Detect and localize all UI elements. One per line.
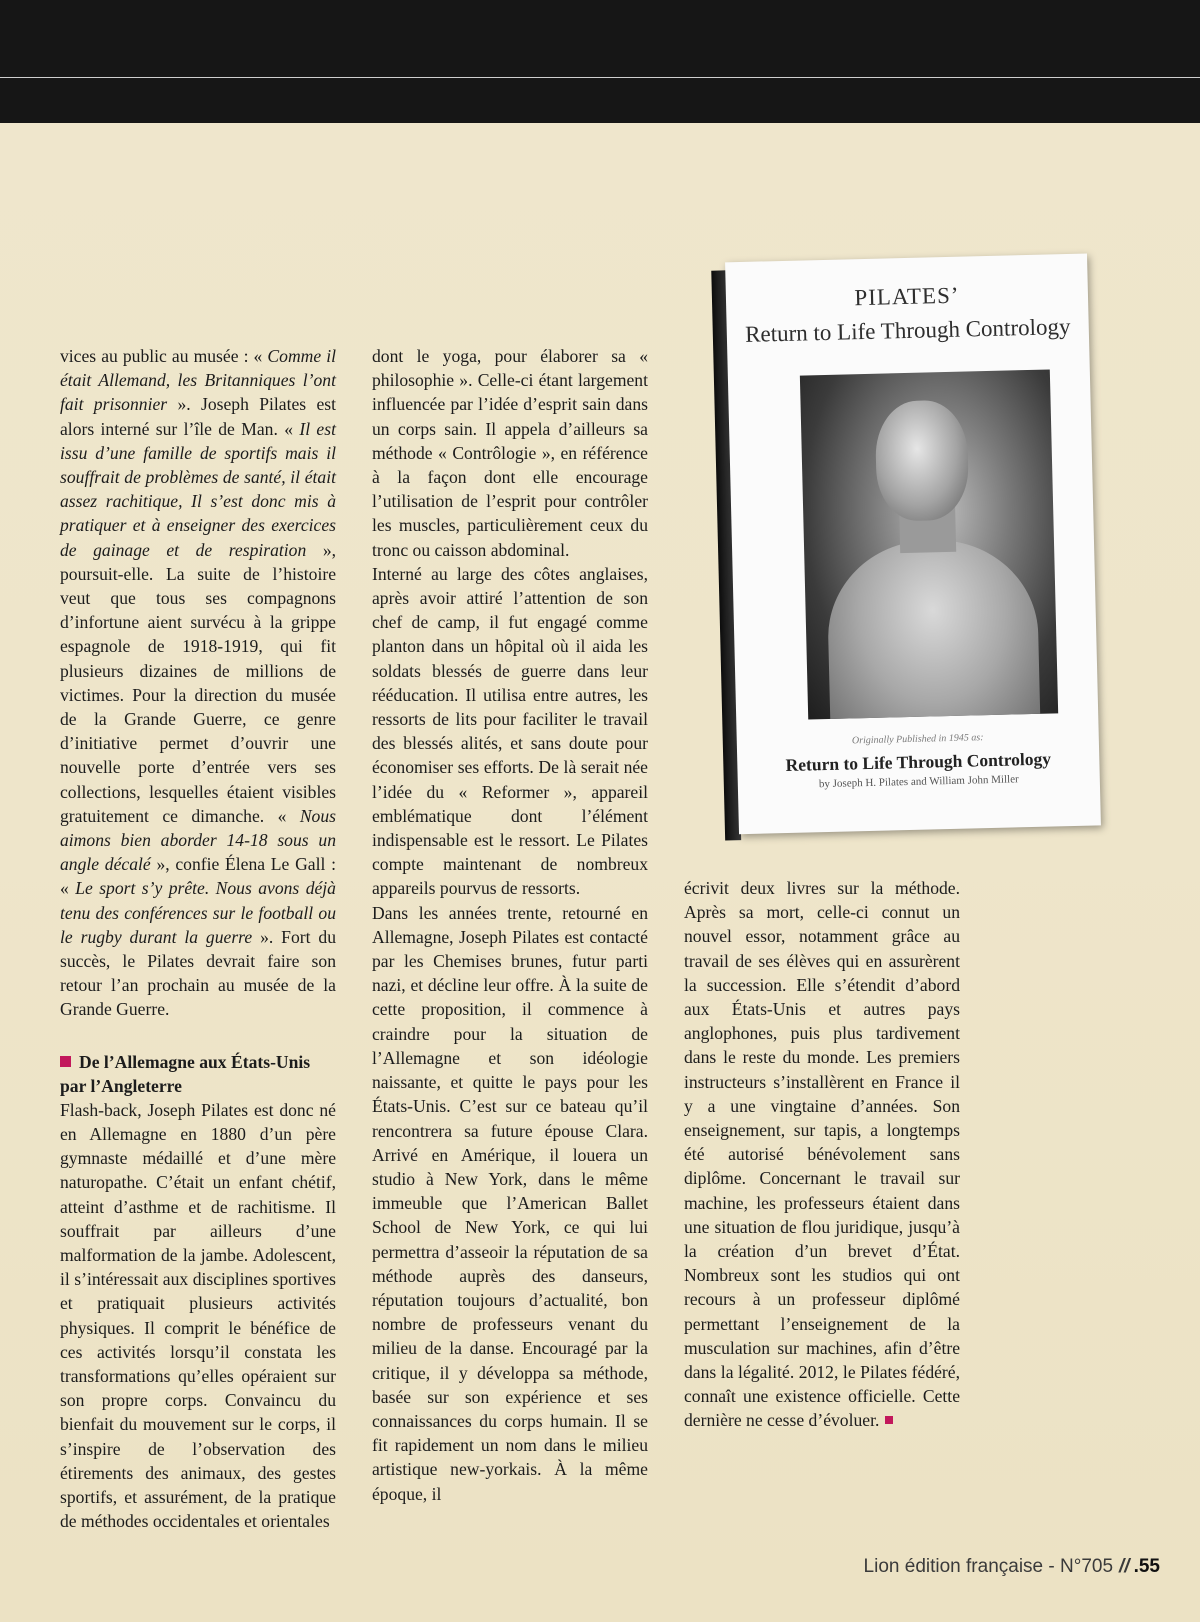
article-column-2	[372, 344, 648, 1506]
header-rule	[0, 77, 1200, 78]
book-title-line-2: Return to Life Through Contrology	[744, 313, 1071, 347]
end-of-article-mark	[885, 1416, 893, 1424]
text-run: », confie Élena Le Gall : «	[60, 854, 336, 899]
book-original-note: Originally Published in 1945 as:	[851, 732, 984, 747]
page-footer	[864, 1556, 1160, 1578]
text-run: vices au public au musée : «	[60, 346, 268, 366]
publication-name: Lion édition française - N°705	[863, 1556, 1114, 1577]
column-3-text: écrivit deux livres sur la méthode. Après sa mort, celle-ci connut un nouvel essor, notamment grâce au travail de ses élèves qui en assurèrent la succession. Elle s’étendit d’abord aux États-Unis et autres pays anglophones, puis plus tardivement dans le reste du monde. Les premiers instructeurs s’installèrent en France il y a une vingtaine d’années. Son enseignement, sur tapis, a longtemps été autorisé bénévolement sans diplôme. Concernant le travail sur machine, les professeurs étaient dans une situation de flou juridique, jusqu’à la création d’un brevet d’État. Nombreux sont les studios qui ont recours à un professeur diplômé permettant l’enseignement de la musculation sur machines, afin d’être dans la légalité. 2012, le Pilates fédéré, connaît une existence officielle. Cette dernière ne cesse d’évoluer.	[684, 878, 960, 1431]
header-bar	[0, 0, 1200, 123]
column-1-paragraph-2: Flash-back, Joseph Pilates est donc né en Allemagne en 1880 d’un père gymnaste médaillé et d’une mère naturopathe. C’était un enfant chétif, atteint d’asthme et de rachitisme. Il souffrait par ailleurs d’une malformation de la jambe. Adolescent, il s’intéressait aux disciplines sportives et pratiquait plusieurs activités physiques. Il comprit le bénéfice de ces activités lorsqu’il constata les transformations qu’elles opéraient sur son propre corps. Convaincu du bienfait du mouvement sur le corps, il s’inspire de l’observation des étirements des animaux, des gestes sportifs, et assurément, de la pratique de méthodes occidentales et orientales	[60, 1099, 336, 1532]
book-front-cover	[725, 254, 1101, 835]
column-2-paragraph-3: Dans les années trente, retourné en Allemagne, Joseph Pilates est contacté par les Chemises brunes, futur parti nazi, et décline leur offre. À la suite de cette proposition, il commence à craindre pour la situation de l’Allemagne et son idéologie naissante, et quitte le pays pour les États-Unis. C’est sur ce bateau qu’il rencontrera sa future épouse Clara. Arrivé en Amérique, il louera un studio à New York, dans le même immeuble que l’American Ballet School de New York, ce qui lui permettra d’asseoir la réputation de sa méthode auprès des danseurs, réputation toujours d’actualité, bon nombre de professeurs venant du milieu de la danse. Encouragé par la critique, il y développa sa méthode, basée sur son expérience et ses connaissances du corps humain. Il se fit rapidement un nom dans le milieu artistique new-yorkais. À la même époque, il	[372, 902, 648, 1504]
book-portrait-photo	[800, 369, 1058, 719]
quote-run: Il est issu d’une famille de sportifs mais il souffrait de problèmes de santé, il était assez rachitique, Il s’est donc mis à pratiquer et à enseigner des exercices de gainage et de respiration	[60, 418, 336, 560]
portrait-head	[875, 400, 970, 522]
column-2-paragraph-1: dont le yoga, pour élaborer sa « philosophie ». Celle-ci étant largement influencée par l’idée d’esprit sain dans un corps sain. Il appela d’ailleurs sa méthode « Contrôlogie », en référence à la façon dont elle encourage l’utilisation de l’esprit pour contrôler les muscles, particulièrement ceux du tronc ou caisson abdominal.	[372, 346, 648, 560]
book-title: PILATES’	[854, 282, 960, 311]
text-run: », poursuit-elle. La suite de l’histoire veut que tous ses compagnons d’infortune aient survécu à la grippe espagnole de 1918-1919, qui fit plusieurs dizaines de millions de victimes. Pour la direction du musée de la Grande Guerre, ce genre d’initiative permet d’ouvrir une nouvelle porte d’entrée vers ses collections, lesquelles étaient visibles gratuitement ce dimanche. «	[60, 539, 337, 826]
section-heading-text: De l’Allemagne aux États-Unis par l’Angleterre	[60, 1051, 311, 1096]
column-2-paragraph-2: Interné au large des côtes anglaises, après avoir attiré l’attention de son chef de camp, il fut engagé comme planton dans un hôpital où il aida les soldats blessés de guerre dans leur rééducation. Il utilisa entre autres, les ressorts de lits pour faciliter le travail des blessés alités, et sans doute pour économiser ses efforts. De là serait née l’idée du « Reformer », appareil emblématique dont l’élément indispensable est le ressort. Le Pilates compte maintenant de nombreux appareils pourvus de ressorts.	[372, 563, 648, 899]
text-run: ». Joseph Pilates est alors interné sur l’île de Man. «	[60, 394, 336, 439]
quote-run: Nous aimons bien aborder 14-18 sous un angle décalé	[60, 805, 336, 875]
book-authors: by Joseph H. Pilates and William John Miller	[818, 773, 1019, 791]
column-1-paragraph-1	[60, 344, 336, 1022]
page-number: .55	[1133, 1556, 1160, 1577]
article-column-1	[60, 344, 336, 1533]
quote-run: Comme il était Allemand, les Britanniques l’ont fait prisonnier	[60, 346, 336, 415]
book-cover-image	[711, 253, 1103, 834]
heading-bullet-square	[60, 1056, 71, 1067]
column-3-paragraph-1	[684, 876, 960, 1433]
text-run: ». Fort du succès, le Pilates devrait faire son retour l’an prochain au musée de la Grande Guerre.	[60, 926, 336, 1020]
section-heading	[60, 1050, 336, 1098]
footer-separator: //	[1119, 1556, 1130, 1577]
article-column-3	[684, 876, 960, 1433]
quote-run: Le sport s’y prête. Nous avons déjà tenu des conférences sur le football ou le rugby durant la guerre	[60, 878, 336, 947]
book-subtitle: Return to Life Through Contrology	[785, 748, 1052, 776]
portrait-torso	[826, 538, 1041, 720]
